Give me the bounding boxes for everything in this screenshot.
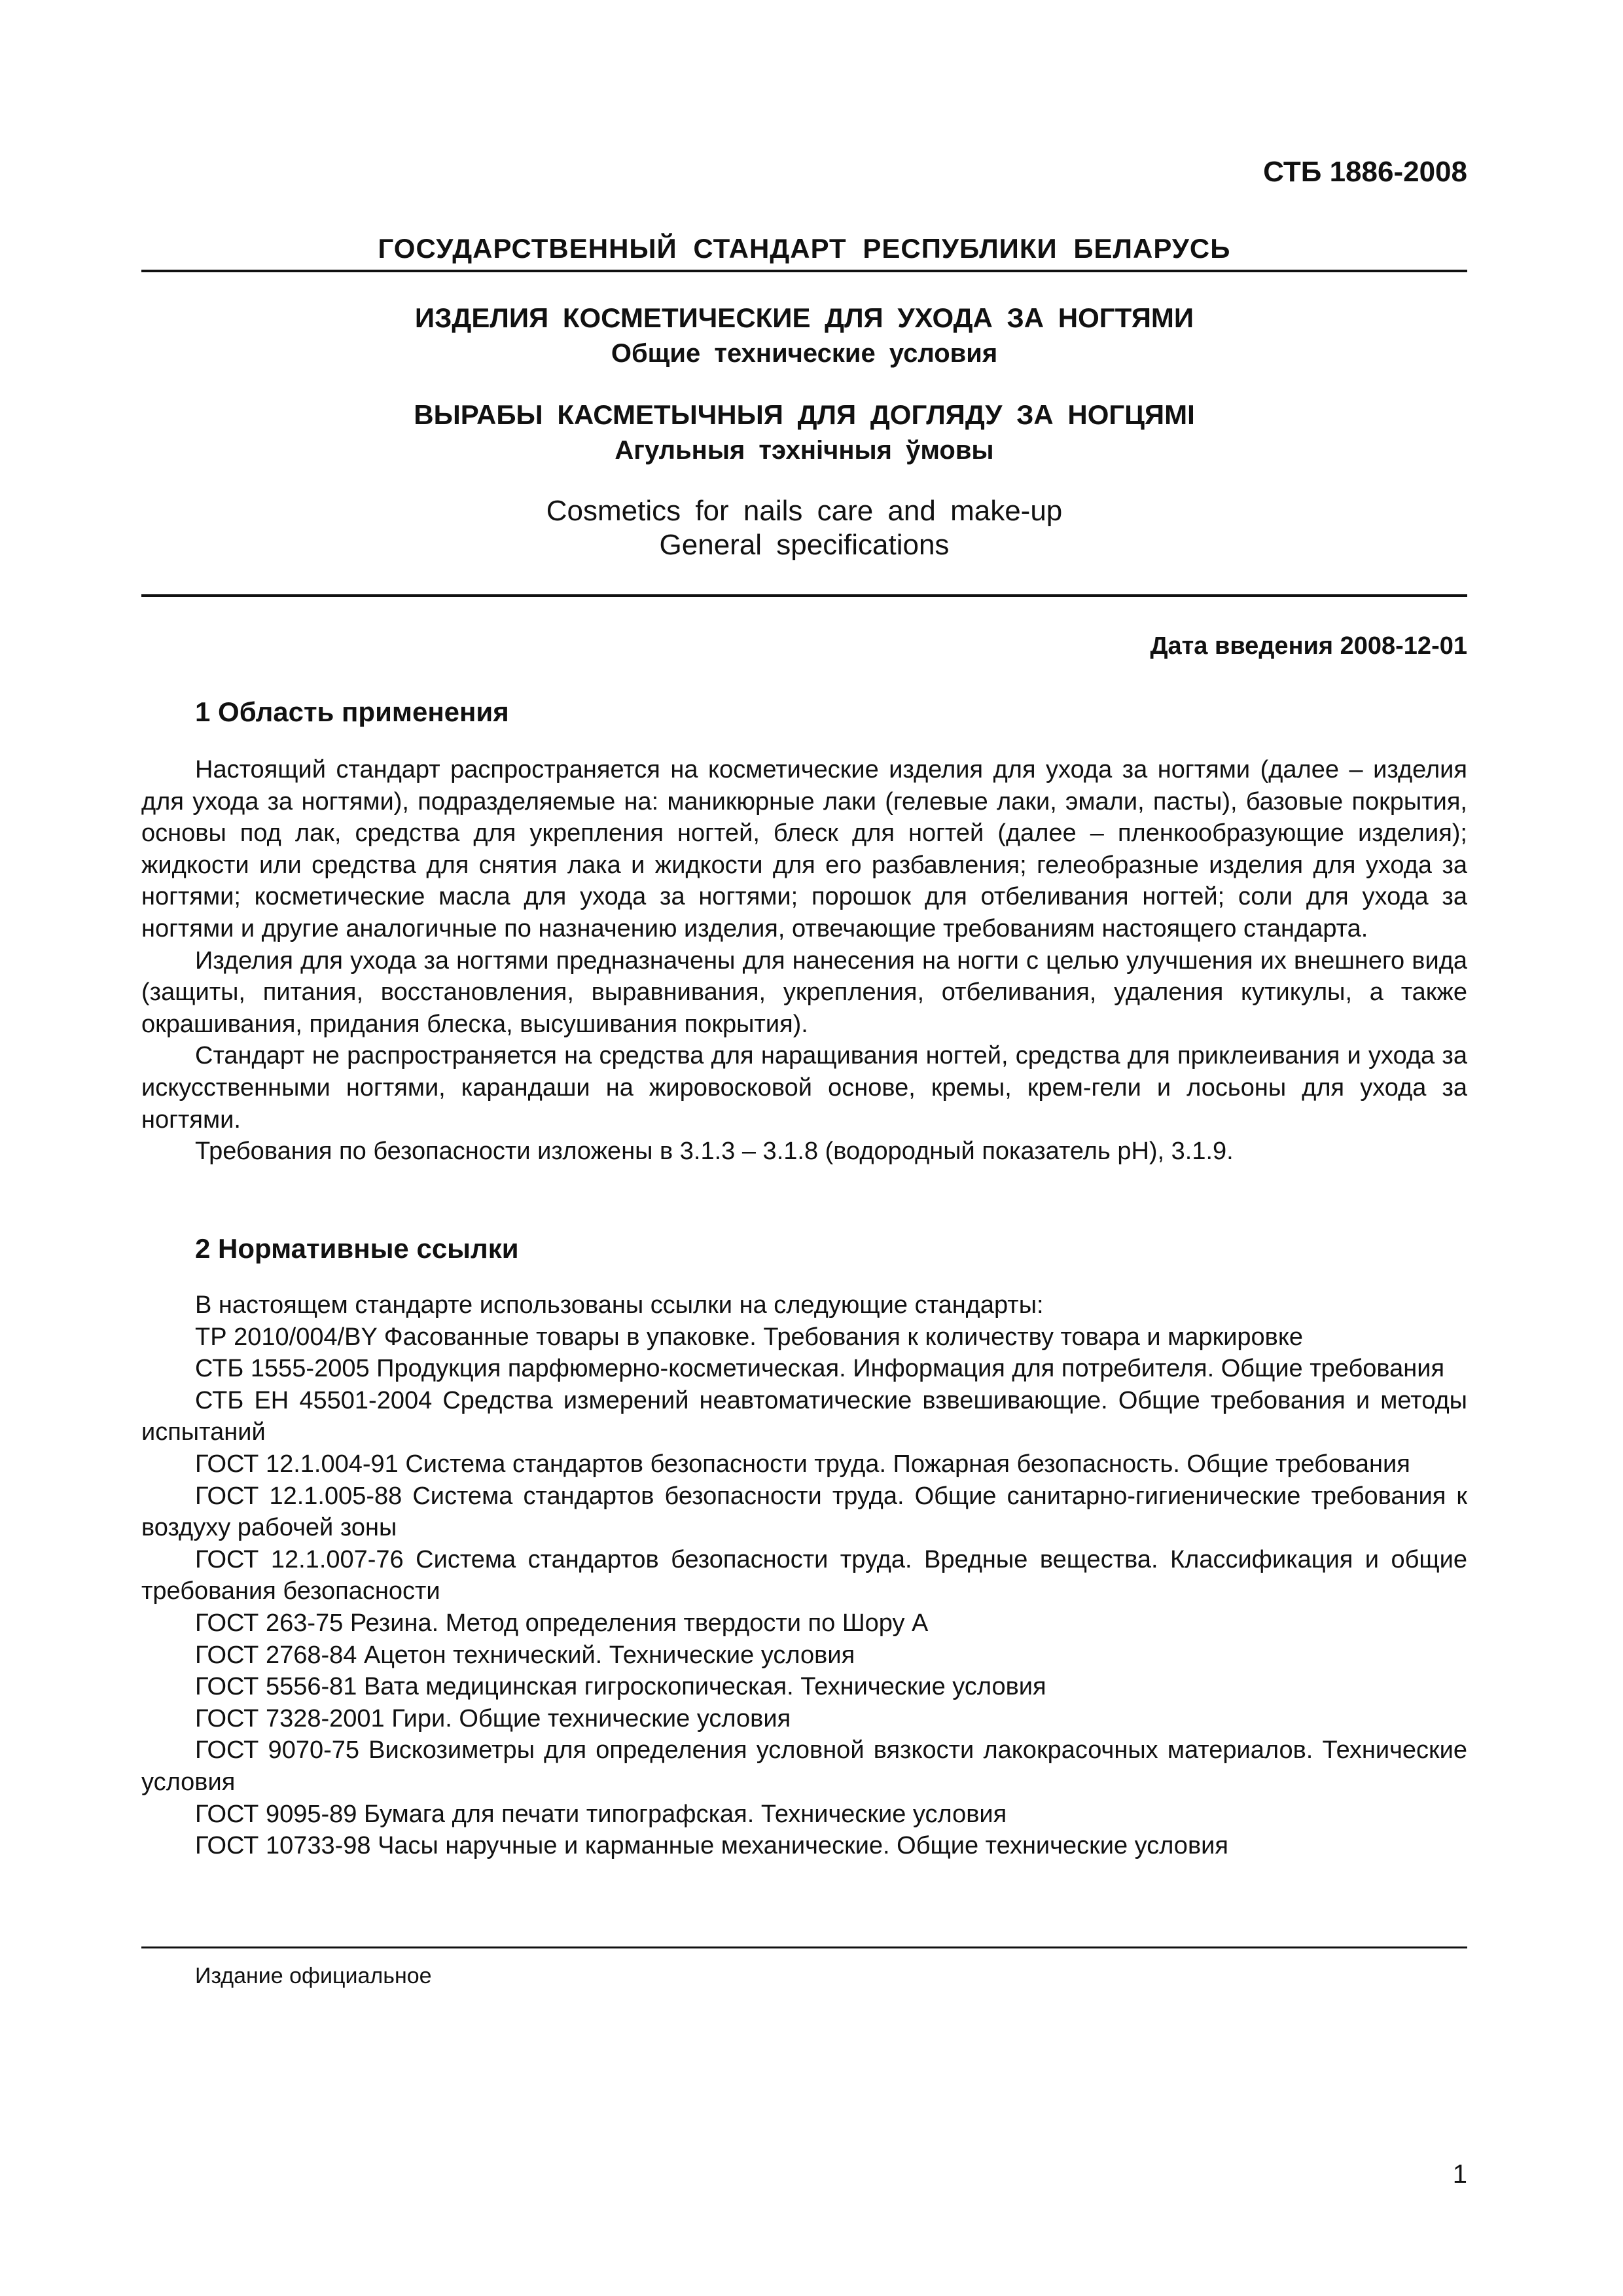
page-number: 1 <box>1452 2160 1467 2189</box>
document-number: СТБ 1886-2008 <box>1263 156 1467 188</box>
reference-item: ГОСТ 12.1.004-91 Система стандартов безопасности труда. Пожарная безопасность. Общие требования <box>195 1450 1410 1478</box>
gov-standard-title: ГОСУДАРСТВЕННЫЙ СТАНДАРТ РЕСПУБЛИКИ БЕЛАРУСЬ <box>378 233 1231 264</box>
reference-item: ГОСТ 12.1.005-88 Система стандартов безопасности труда. Общие санитарно-гигиенические требования к воздуху рабочей зоны <box>141 1482 1467 1542</box>
title-russian: ИЗДЕЛИЯ КОСМЕТИЧЕСКИЕ ДЛЯ УХОДА ЗА НОГТЯМИ <box>414 302 1194 333</box>
subtitle-belarusian: Агульныя тэхнічныя ўмовы <box>615 436 994 465</box>
reference-item: СТБ ЕН 45501-2004 Средства измерений неавтоматические взвешивающие. Общие требования и методы испытаний <box>141 1386 1467 1446</box>
section-1-paragraph: Настоящий стандарт распространяется на косметические изделия для ухода за ногтями (далее – изделия для ухода за ногтями), подразделяемые на: маникюрные лаки (гелевые лаки, эмали, пасты), базовые покрытия, основы под лак, средства для укрепления ногтей, блеск для ногтей (далее – пленкообразующие изделия); жидкости или средства для снятия лака и жидкости для его разбавления; гелеобразные изделия для ухода за ногтями; косметические масла для ухода за ногтями; порошок для отбеливания ногтей; соли для ухода за ногтями и другие аналогичные по назначению изделия, отвечающие требованиям настоящего стандарта. <box>141 756 1467 942</box>
subtitle-russian: Общие технические условия <box>611 339 998 368</box>
reference-item: СТБ 1555-2005 Продукция парфюмерно-косметическая. Информация для потребителя. Общие требования <box>195 1355 1445 1383</box>
reference-item: ГОСТ 9070-75 Вискозиметры для определения условной вязкости лакокрасочных материалов. Технические условия <box>141 1736 1467 1796</box>
header-rule <box>141 270 1467 272</box>
reference-item: ГОСТ 10733-98 Часы наручные и карманные механические. Общие технические условия <box>195 1832 1228 1860</box>
title-rule <box>141 594 1467 597</box>
reference-item: ГОСТ 263-75 Резина. Метод определения твердости по Шору А <box>195 1609 929 1637</box>
subtitle-english: General specifications <box>659 529 950 561</box>
title-belarusian: ВЫРАБЫ КАСМЕТЫЧНЫЯ ДЛЯ ДОГЛЯДУ ЗА НОГЦЯМІ <box>414 399 1195 430</box>
section-1-paragraph: Изделия для ухода за ногтями предназначены для нанесения на ногти с целью улучшения их внешнего вида (защиты, питания, восстановления, выравнивания, укрепления, отбеливания, удаления кутикулы, а также окрашивания, придания блеска, высушивания покрытия). <box>141 946 1467 1038</box>
footer-rule <box>141 1946 1467 1948</box>
title-english: Cosmetics for nails care and make-up <box>546 495 1063 527</box>
reference-item: ГОСТ 5556-81 Вата медицинская гигроскопическая. Технические условия <box>195 1673 1046 1701</box>
section-1-paragraph: Стандарт не распространяется на средства для наращивания ногтей, средства для приклеивания и ухода за искусственными ногтями, карандаши на жировосковой основе, кремы, крем-гели и лосьоны для ухода за ногтями. <box>141 1042 1467 1134</box>
section-1-body <box>141 754 1467 1168</box>
section-2-body <box>141 1289 1467 1862</box>
reference-item: ТР 2010/004/BY Фасованные товары в упаковке. Требования к количеству товара и маркировке <box>195 1323 1304 1351</box>
introduction-date: Дата введения 2008-12-01 <box>1150 632 1467 660</box>
reference-item: ГОСТ 2768-84 Ацетон технический. Технические условия <box>195 1641 855 1669</box>
edition-note: Издание официальное <box>195 1964 432 1988</box>
section-1-paragraph: Требования по безопасности изложены в 3.1.3 – 3.1.8 (водородный показатель рН), 3.1.9. <box>195 1138 1234 1166</box>
reference-item: ГОСТ 12.1.007-76 Система стандартов безопасности труда. Вредные вещества. Классификация и общие требования безопасности <box>141 1545 1467 1605</box>
reference-item: В настоящем стандарте использованы ссылки на следующие стандарты: <box>195 1291 1044 1319</box>
section-1-heading: 1 Область применения <box>195 696 509 727</box>
section-2-heading: 2 Нормативные ссылки <box>195 1233 519 1264</box>
reference-item: ГОСТ 7328-2001 Гири. Общие технические условия <box>195 1704 791 1732</box>
reference-item: ГОСТ 9095-89 Бумага для печати типографская. Технические условия <box>195 1800 1007 1828</box>
